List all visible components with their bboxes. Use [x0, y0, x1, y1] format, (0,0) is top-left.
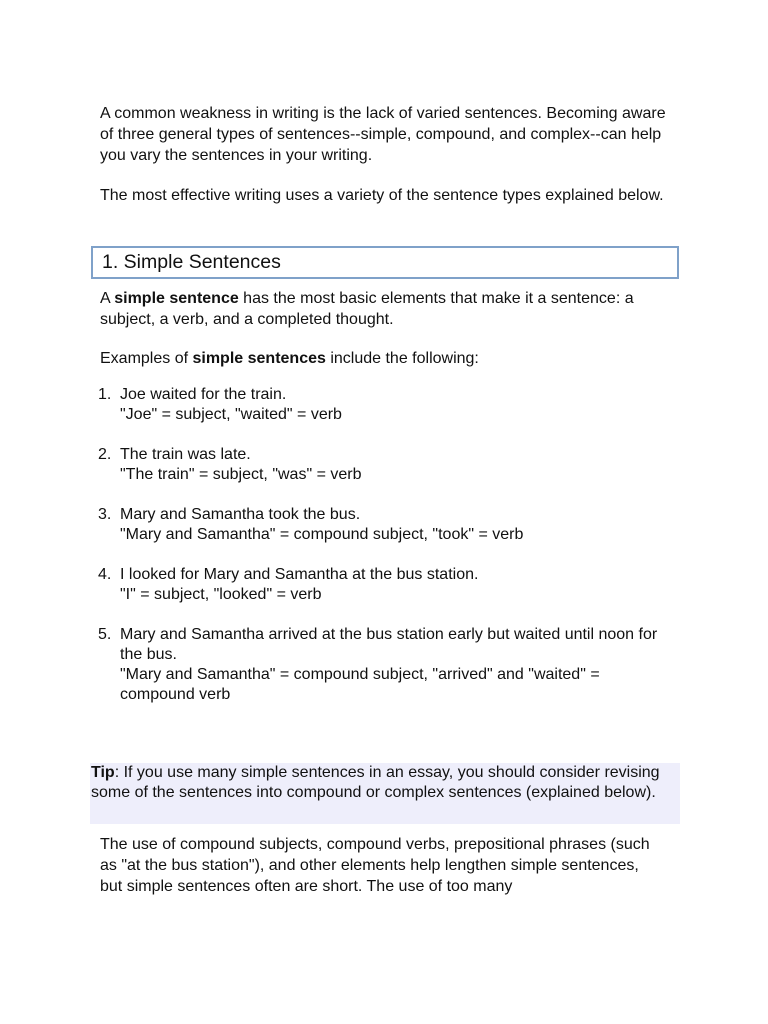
examples-intro-paragraph	[100, 348, 675, 369]
section-heading-simple-sentences: 1. Simple Sentences	[91, 246, 679, 279]
example-number: 2.	[98, 446, 112, 463]
examples-intro-suffix: include the following:	[325, 350, 479, 367]
intro-paragraph-2: The most effective writing uses a variety of the sentence types explained below.	[100, 187, 664, 204]
tip-text	[91, 763, 661, 803]
example-number: 1.	[98, 386, 112, 403]
example-number: 4.	[98, 566, 112, 583]
definition-prefix: A	[100, 290, 115, 307]
tip-box	[90, 763, 680, 824]
example-item-5	[100, 625, 675, 705]
intro-paragraph-1: A common weakness in writing is the lack of varied sentences. Becoming aware of three general types of sentences--simple, compound, and complex--can help you vary the sentences in your writing.	[100, 105, 666, 164]
examples-list	[100, 385, 675, 725]
examples-intro-prefix: Examples of	[100, 350, 193, 367]
example-analysis: "Mary and Samantha" = compound subject, "took" = verb	[120, 526, 524, 543]
example-analysis: "I" = subject, "looked" = verb	[120, 586, 322, 603]
example-sentence: Mary and Samantha arrived at the bus station early but waited until noon for the bus.	[120, 626, 658, 663]
example-analysis: "The train" = subject, "was" = verb	[120, 466, 362, 483]
example-number: 5.	[98, 626, 112, 643]
example-sentence: Joe waited for the train.	[120, 386, 287, 403]
example-sentence: The train was late.	[120, 446, 251, 463]
example-item-4	[100, 565, 675, 605]
definition-suffix: has the most basic elements that make it a sentence: a subject, a verb, and a completed thought.	[100, 290, 634, 328]
example-analysis: "Mary and Samantha" = compound subject, "arrived" and "waited" = compound verb	[120, 666, 600, 703]
example-item-1	[100, 385, 675, 425]
example-sentence: I looked for Mary and Samantha at the bus station.	[120, 566, 479, 583]
tip-body: : If you use many simple sentences in an essay, you should consider revising some of the sentences into compound or complex sentences (explained below).	[91, 764, 660, 801]
examples-intro-term: simple sentences	[192, 350, 326, 367]
example-sentence: Mary and Samantha took the bus.	[120, 506, 361, 523]
example-number: 3.	[98, 506, 112, 523]
definition-paragraph	[100, 288, 675, 330]
example-item-3	[100, 505, 675, 545]
closing-paragraph: The use of compound subjects, compound verbs, prepositional phrases (such as "at the bus station"), and other elements help lengthen simple sentences, but simple sentences often are short. The use of too many	[100, 836, 650, 895]
definition-term: simple sentence	[114, 290, 239, 307]
example-item-2	[100, 445, 675, 485]
tip-label: Tip	[91, 764, 115, 781]
example-analysis: "Joe" = subject, "waited" = verb	[120, 406, 342, 423]
